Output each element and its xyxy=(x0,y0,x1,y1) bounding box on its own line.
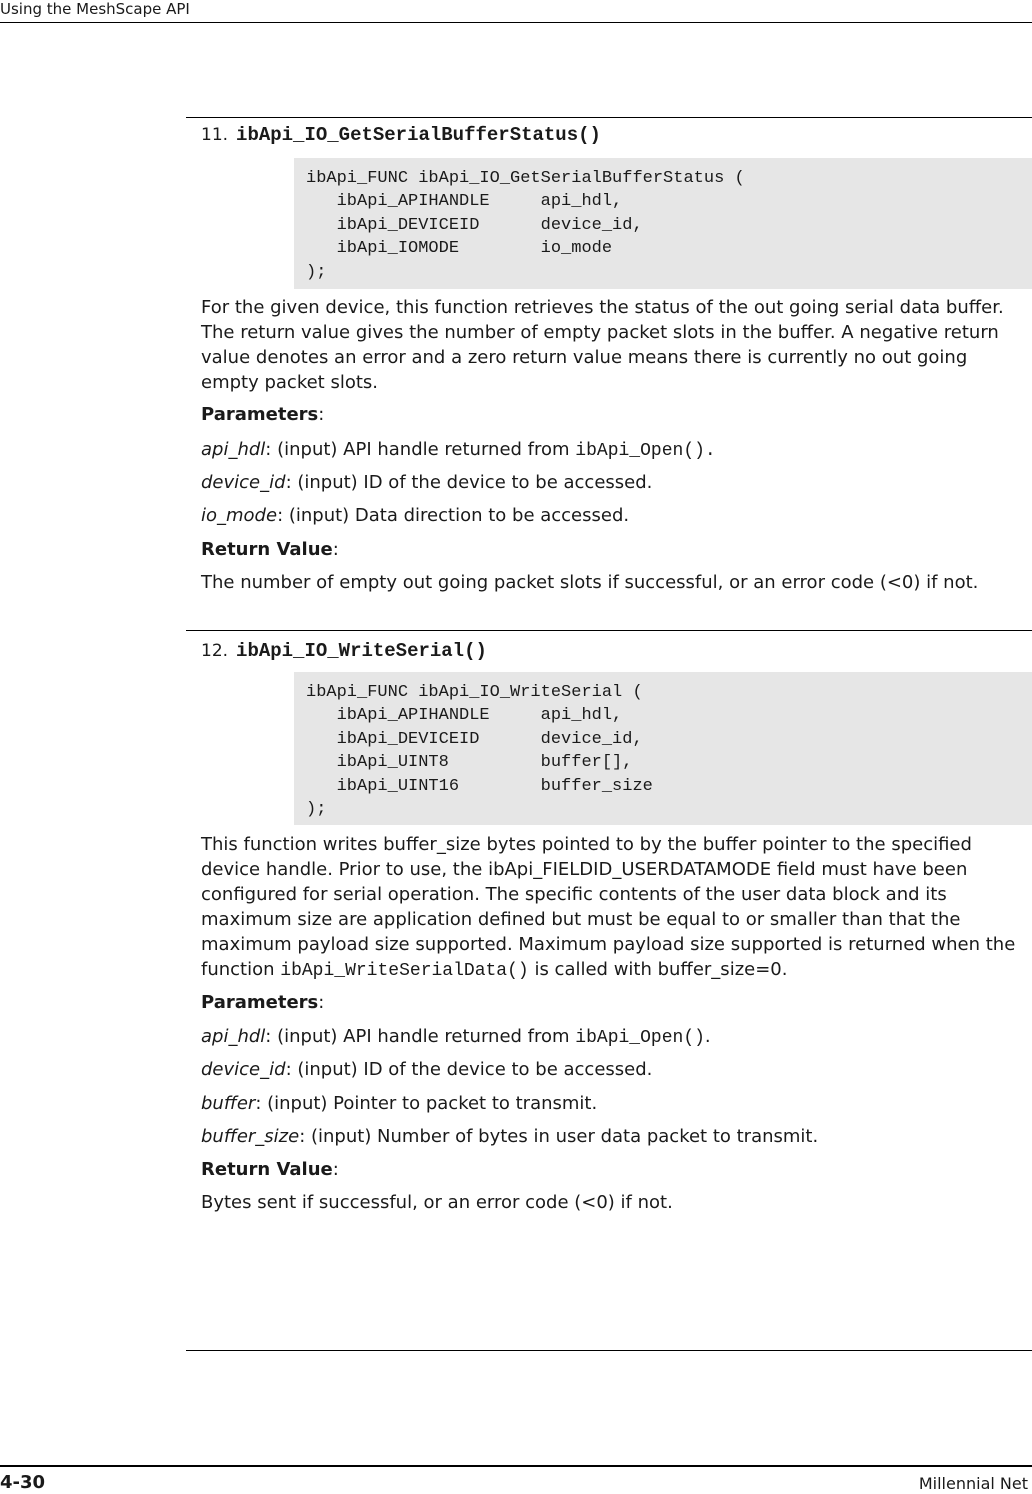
function-name: ibApi_IO_WriteSerial() xyxy=(236,640,487,662)
return-value-heading: Return Value: xyxy=(201,1159,339,1180)
param-device-id: device_id: (input) ID of the device to be accessed. xyxy=(201,1059,653,1080)
parameters-heading: Parameters: xyxy=(201,404,325,425)
parameters-heading: Parameters: xyxy=(201,992,325,1013)
section-11-description xyxy=(201,295,1021,395)
section-11-divider xyxy=(186,117,1032,118)
param-buffer: buffer: (input) Pointer to packet to transmit. xyxy=(201,1093,598,1114)
description-paragraph: This function writes buffer_size bytes pointed to by the buffer pointer to the specified device handle. Prior to use, the ibApi_FIELDID_USERDATAMODE field must have been configured for serial operation. The specific contents of the user data block and its maximum size are application defined but must be equal to or smaller than that the maximum payload size supported. Maximum payload size supported is returned when the function ibApi_WriteSerialData() is called with buffer_size=0. xyxy=(201,834,1016,981)
header-divider xyxy=(0,22,1032,23)
publisher-name: Millennial Net xyxy=(918,1474,1028,1493)
function-name: ibApi_IO_GetSerialBufferStatus() xyxy=(236,124,601,146)
section-number: 12. xyxy=(201,641,229,661)
param-io-mode: io_mode: (input) Data direction to be accessed. xyxy=(201,505,630,526)
param-api-hdl: api_hdl: (input) API handle returned from ibApi_Open(). xyxy=(201,1026,711,1048)
code-block-signature: ibApi_FUNC ibApi_IO_WriteSerial ( ibApi_APIHANDLE api_hdl, ibApi_DEVICEID device_id, ibApi_UINT8 buffer[], ibApi_UINT16 buffer_size ); xyxy=(294,672,1032,825)
description-paragraph: For the given device, this function retrieves the status of the out going serial data buffer. The return value gives the number of empty packet slots in the buffer. A negative return value denotes an error and a zero return value means there is currently no out going empty packet slots. xyxy=(201,297,1004,393)
return-value-heading: Return Value: xyxy=(201,539,339,560)
section-number: 11. xyxy=(201,125,229,145)
page-number: 4-30 xyxy=(0,1472,46,1493)
inline-code: ibApi_WriteSerialData() xyxy=(280,961,529,981)
code-block-signature: ibApi_FUNC ibApi_IO_GetSerialBufferStatus ( ibApi_APIHANDLE api_hdl, ibApi_DEVICEID device_id, ibApi_IOMODE io_mode ); xyxy=(294,158,1032,289)
param-api-hdl: api_hdl: (input) API handle returned from ibApi_Open(). xyxy=(201,439,716,461)
footer-divider xyxy=(0,1465,1032,1467)
return-value-text: The number of empty out going packet slots if successful, or an error code (<0) if not. xyxy=(201,572,979,593)
param-buffer-size: buffer_size: (input) Number of bytes in user data packet to transmit. xyxy=(201,1126,819,1147)
section-12-divider xyxy=(186,630,1032,631)
return-value-text: Bytes sent if successful, or an error code (<0) if not. xyxy=(201,1192,673,1213)
section-11-heading xyxy=(201,124,1021,146)
param-device-id: device_id: (input) ID of the device to be accessed. xyxy=(201,472,653,493)
section-12-heading xyxy=(201,640,1021,662)
content-end-divider xyxy=(186,1350,1032,1351)
running-header-title: Using the MeshScape API xyxy=(0,0,190,18)
section-12-description xyxy=(201,832,1021,984)
